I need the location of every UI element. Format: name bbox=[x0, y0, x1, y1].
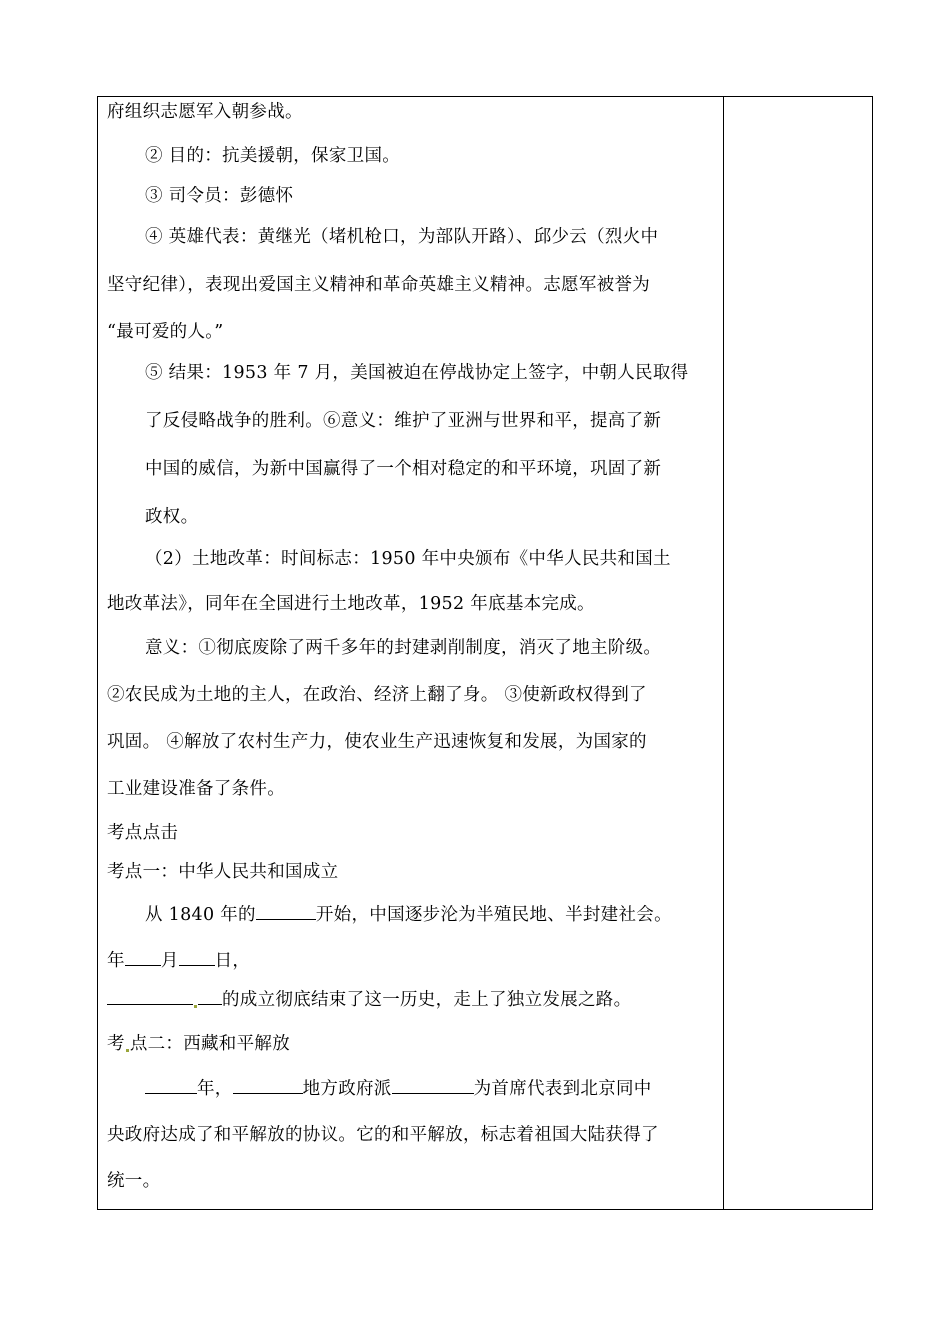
exam-point-heading: 考点一：中华人民共和国成立 bbox=[107, 862, 339, 882]
answer-blank[interactable] bbox=[392, 1077, 474, 1094]
text-line: ④ 英雄代表：黄继光（堵机枪口，为部队开路）、邱少云（烈火中 bbox=[145, 227, 659, 247]
answer-blank[interactable] bbox=[233, 1077, 303, 1094]
text-line: 地改革法》，同年在全国进行土地改革，1952 年底基本完成。 bbox=[107, 594, 595, 614]
blank-text: 为首席代表到北京同中 bbox=[473, 1079, 652, 1099]
fill-blank-line bbox=[145, 1077, 652, 1100]
text-line: 意义：①彻底废除了两千多年的封建剥削制度，消灭了地主阶级。 bbox=[145, 638, 662, 658]
text-line: “最可爱的人。” bbox=[107, 322, 224, 342]
text-line: 政权。 bbox=[145, 507, 199, 527]
answer-blank[interactable] bbox=[256, 903, 316, 920]
fill-blank-line bbox=[145, 903, 672, 926]
text-line: 巩固。 ④解放了农村生产力，使农业生产迅速恢复和发展，为国家的 bbox=[107, 732, 647, 752]
blank-text: 从 1840 年的 bbox=[145, 905, 256, 925]
text-line: 统一。 bbox=[107, 1171, 161, 1191]
marker-dot bbox=[194, 1005, 197, 1008]
blank-text: 的成立彻底结束了这一历史，走上了独立发展之路。 bbox=[222, 990, 632, 1010]
text-line: 坚守纪律），表现出爱国主义精神和革命英雄主义精神。志愿军被誉为 bbox=[107, 275, 651, 295]
fill-blank-line bbox=[107, 949, 250, 972]
text-line: ②农民成为土地的主人，在政治、经济上翻了身。 ③使新政权得到了 bbox=[107, 685, 647, 705]
heading-text: 考 bbox=[107, 1034, 125, 1054]
answer-blank[interactable] bbox=[198, 988, 222, 1005]
exam-point-heading bbox=[107, 1033, 290, 1055]
blank-text: 年， bbox=[197, 1079, 233, 1099]
text-line: 府组织志愿军入朝参战。 bbox=[107, 102, 303, 122]
blank-text: 开始，中国逐步沦为半殖民地、半封建社会。 bbox=[315, 905, 672, 925]
text-line: ③ 司令员：彭德怀 bbox=[145, 186, 294, 206]
answer-blank[interactable] bbox=[107, 988, 193, 1005]
text-line: 了反侵略战争的胜利。⑥意义：维护了亚洲与世界和平，提高了新 bbox=[145, 411, 662, 431]
text-line: （2）土地改革：时间标志：1950 年中央颁布《中华人民共和国土 bbox=[145, 549, 671, 569]
answer-blank[interactable] bbox=[145, 1077, 197, 1094]
answer-blank[interactable] bbox=[125, 949, 161, 966]
section-heading: 考点点击 bbox=[107, 823, 179, 843]
answer-blank[interactable] bbox=[179, 949, 215, 966]
column-divider bbox=[723, 96, 724, 1210]
blank-text: 地方政府派 bbox=[302, 1079, 392, 1099]
text-line: 中国的威信，为新中国赢得了一个相对稳定的和平环境，巩固了新 bbox=[145, 459, 662, 479]
marker-dot bbox=[126, 1049, 129, 1052]
blank-text: 月 bbox=[160, 951, 179, 971]
text-line: 工业建设准备了条件。 bbox=[107, 779, 285, 799]
blank-text: 日， bbox=[214, 951, 251, 971]
text-line: 央政府达成了和平解放的协议。它的和平解放，标志着祖国大陆获得了 bbox=[107, 1125, 659, 1145]
text-line: ② 目的：抗美援朝，保家卫国。 bbox=[145, 146, 401, 166]
fill-blank-line bbox=[107, 988, 631, 1011]
heading-text: 点二：西藏和平解放 bbox=[129, 1034, 291, 1054]
text-line: ⑤ 结果：1953 年 7 月，美国被迫在停战协定上签字，中朝人民取得 bbox=[145, 363, 689, 383]
blank-text: 年 bbox=[107, 951, 125, 971]
